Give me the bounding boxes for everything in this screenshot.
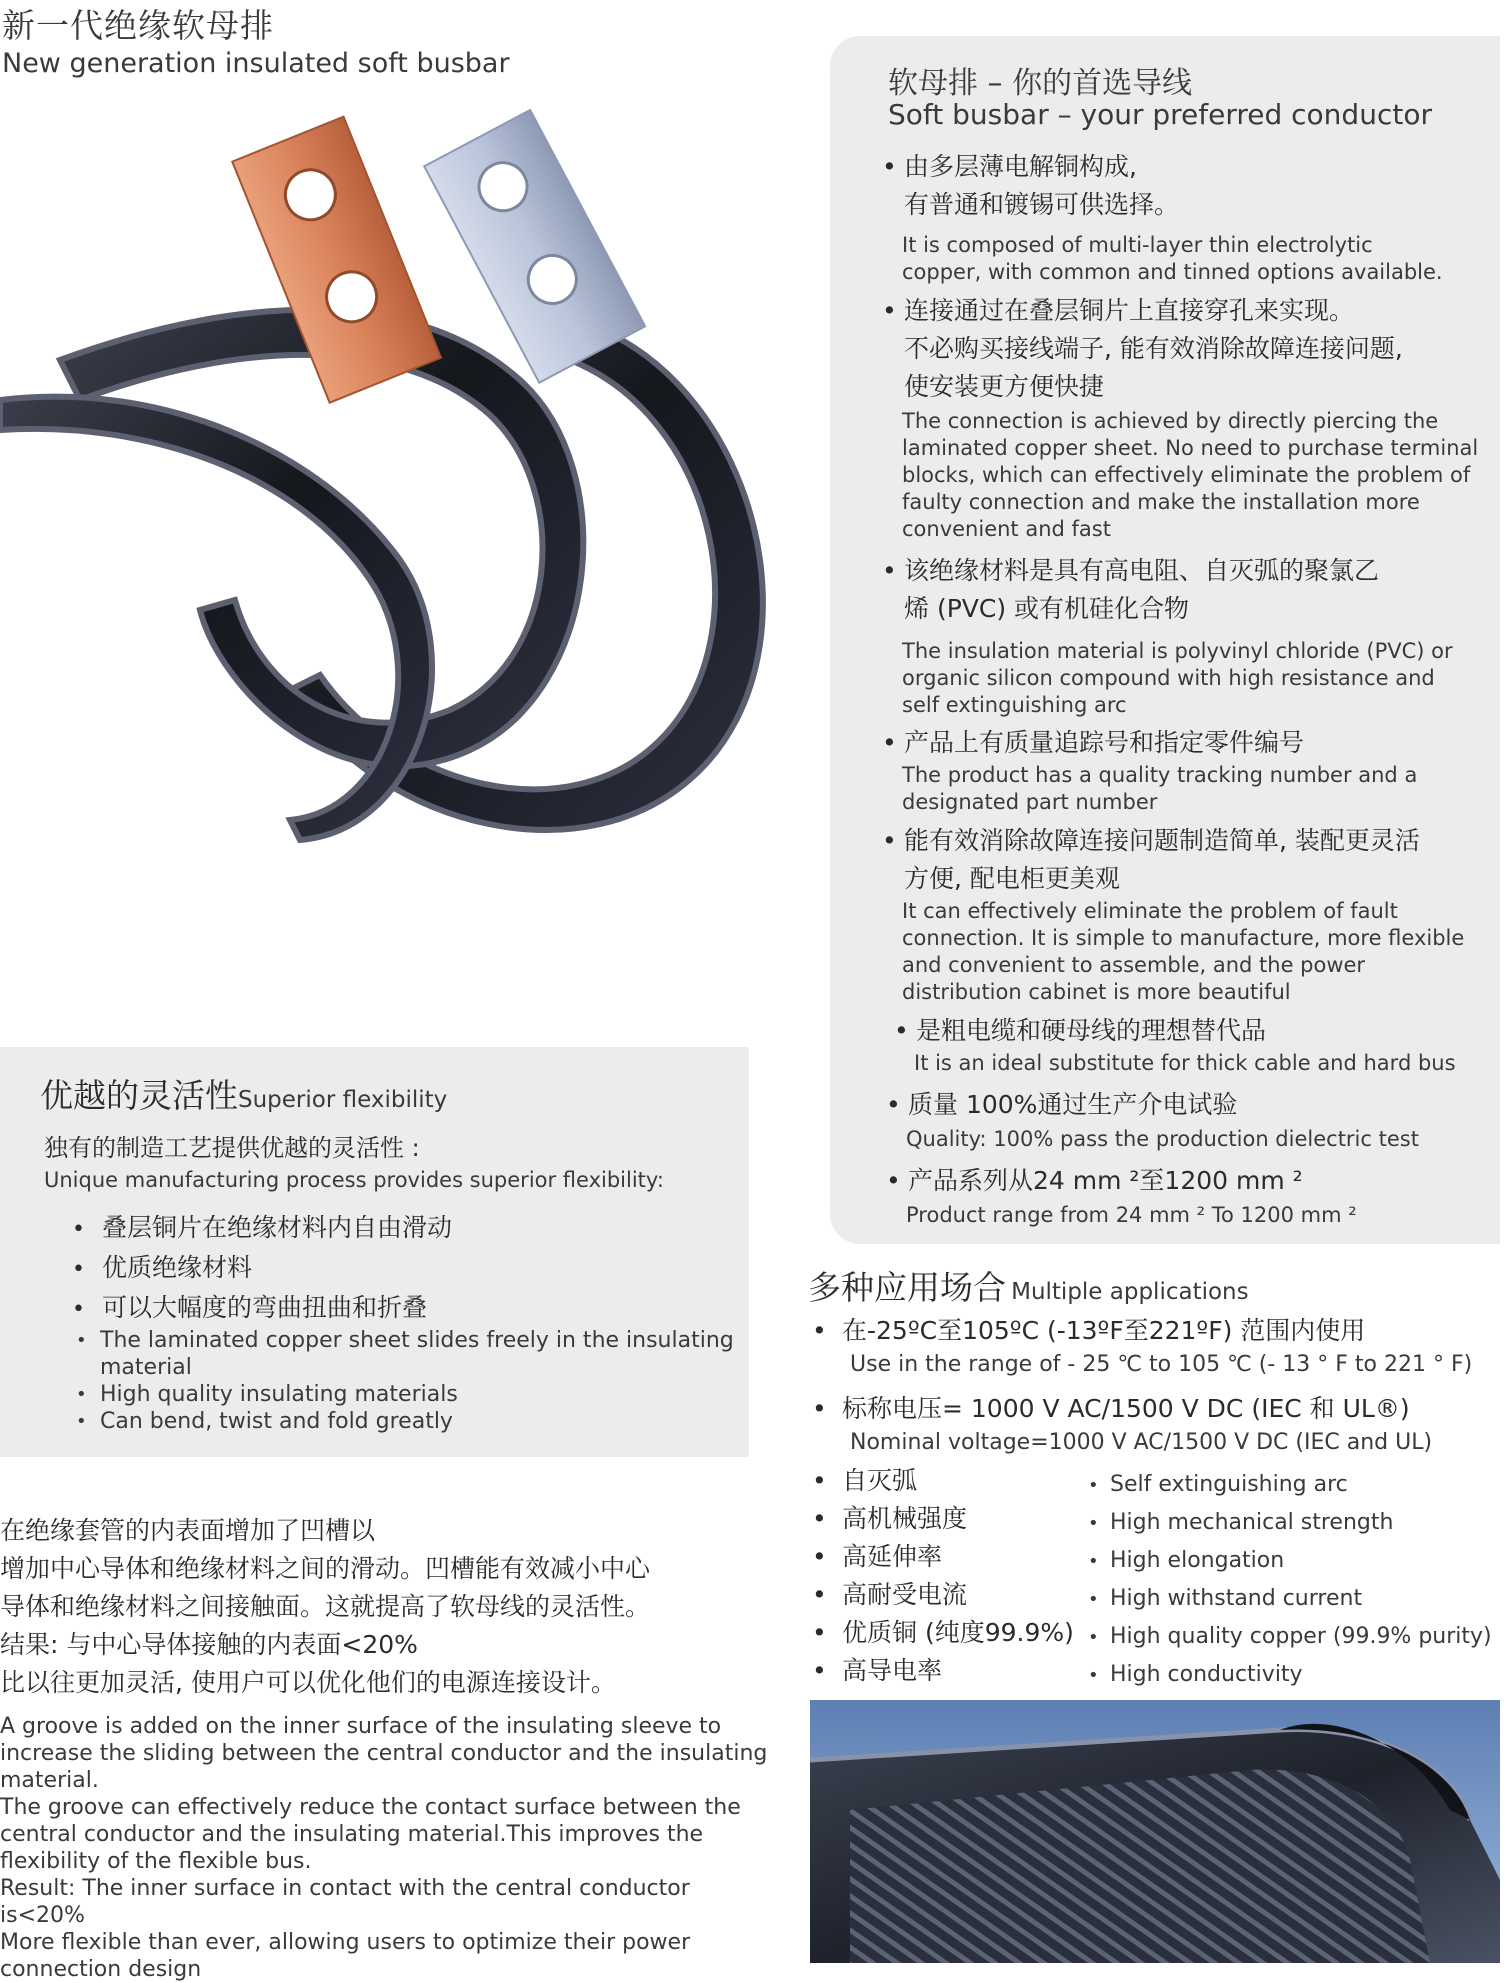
property-en: • Self extinguishing arc: [1088, 1472, 1348, 1497]
property-cn-label: 高机械强度: [842, 1504, 968, 1533]
busbar-illustration: [0, 130, 800, 960]
property-en: • High quality copper (99.9% purity): [1088, 1624, 1492, 1649]
feature-item: • 由多层薄电解铜构成, 有普通和镀锡可供选择。 It is composed of multi-layer thin electrolytic copper, with common and tinned options available.: [882, 148, 1497, 286]
list-item: • 叠层铜片在绝缘材料内自由滑动: [72, 1209, 452, 1249]
feature-cn-line: 产品系列从24 mm ²至1200 mm ²: [908, 1166, 1303, 1195]
features-heading-cn: 软母排 – 你的首选导线: [888, 66, 1193, 101]
property-en-label: High conductivity: [1110, 1662, 1303, 1687]
page-title: 新一代绝缘软母排: [2, 6, 274, 45]
groove-description-cn: [0, 1512, 760, 1702]
feature-item: • 连接通过在叠层铜片上直接穿孔来实现。 不必购买接线端子, 能有效消除故障连接问题, 使安装更方便快捷 The connection is achieved by directly piercing the laminated copper sheet. No need to purchase terminal blocks, which can effectively eliminate the problem of faulty connection and make the installation more convenient and fast: [882, 292, 1497, 543]
feature-cn-line: 质量 100%通过生产介电试验: [908, 1090, 1238, 1119]
feature-en-text: It is composed of multi-layer thin electrolytic copper, with common and tinned options available.: [902, 233, 1443, 284]
feature-en-text: The product has a quality tracking number and a designated part number: [902, 763, 1418, 814]
feature-en-text: It can effectively eliminate the problem of fault connection. It is simple to manufacture, more flexible and convenient to assemble, and the power distribution cabinet is more beautiful: [902, 899, 1465, 1004]
property-cn-label: 高耐受电流: [842, 1580, 968, 1609]
list-item: • Can bend, twist and fold greatly: [76, 1408, 736, 1435]
property-en: • High withstand current: [1088, 1586, 1363, 1611]
feature-cn-line: 产品上有质量追踪号和指定零件编号: [904, 728, 1305, 757]
list-item: • 可以大幅度的弯曲扭曲和折叠: [72, 1289, 452, 1329]
groove-sleeve-illustration: [810, 1700, 1500, 1963]
paragraph-line: 比以往更加灵活, 使用户可以优化他们的电源连接设计。: [0, 1668, 616, 1697]
temperature-range-en: Use in the range of - 25 ℃ to 105 ℃ (- 13 ° F to 221 ° F): [850, 1352, 1473, 1377]
feature-cn-line: 烯 (PVC) 或有机硅化合物: [904, 594, 1190, 623]
feature-en-text: It is an ideal substitute for thick cable and hard bus: [914, 1051, 1456, 1075]
paragraph: A groove is added on the inner surface of the insulating sleeve to increase the sliding between the central conductor and the insulating material.: [0, 1714, 768, 1793]
property-en-label: High mechanical strength: [1110, 1510, 1394, 1535]
property-cn: • 高耐受电流: [812, 1580, 968, 1609]
property-cn-label: 高延伸率: [842, 1542, 943, 1571]
feature-en-text: The insulation material is polyvinyl chloride (PVC) or organic silicon compound with high resistance and self extinguishing arc: [902, 639, 1453, 717]
applications-title-en: Multiple applications: [1011, 1279, 1249, 1305]
feature-cn-line: 由多层薄电解铜构成,: [904, 152, 1137, 181]
feature-cn-line: 方便, 配电柜更美观: [904, 864, 1120, 893]
flexibility-title-en: Superior flexibility: [238, 1087, 448, 1113]
paragraph-line: 增加中心导体和绝缘材料之间的滑动。凹槽能有效减小中心: [0, 1554, 651, 1583]
feature-item: • 产品系列从24 mm ²至1200 mm ² Product range from 24 mm ² To 1200 mm ²: [886, 1162, 1501, 1229]
property-cn-label: 自灭弧: [842, 1466, 918, 1495]
property-cn-label: 优质铜 (纯度99.9%): [842, 1618, 1074, 1647]
property-cn: • 高机械强度: [812, 1504, 968, 1533]
property-en: • High conductivity: [1088, 1662, 1303, 1687]
feature-cn-line: 该绝缘材料是具有高电阻、自灭弧的聚氯乙: [904, 556, 1380, 585]
feature-cn-line: 有普通和镀锡可供选择。: [904, 190, 1180, 219]
flexibility-points-en: [76, 1327, 736, 1435]
feature-item: • 质量 100%通过生产介电试验 Quality: 100% pass the production dielectric test: [886, 1086, 1501, 1153]
feature-en-text: Quality: 100% pass the production dielectric test: [906, 1127, 1419, 1151]
paragraph-line: 结果: 与中心导体接触的内表面<20%: [0, 1630, 418, 1659]
feature-item: • 该绝缘材料是具有高电阻、自灭弧的聚氯乙 烯 (PVC) 或有机硅化合物 The insulation material is polyvinyl chloride (PVC) or organic silicon compound with high resistance and self extinguishing arc: [882, 552, 1497, 719]
paragraph-line: 在绝缘套管的内表面增加了凹槽以: [0, 1516, 376, 1545]
flexibility-intro-en: Unique manufacturing process provides superior flexibility:: [44, 1168, 664, 1192]
page-subtitle: New generation insulated soft busbar: [2, 48, 510, 79]
flexibility-points-cn: [72, 1209, 452, 1329]
flexibility-title-cn: 优越的灵活性: [40, 1076, 238, 1115]
property-cn-label: 高导电率: [842, 1656, 943, 1685]
property-cn: • 高延伸率: [812, 1542, 943, 1571]
feature-item: • 能有效消除故障连接问题制造简单, 装配更灵活 方便, 配电柜更美观 It can effectively eliminate the problem of fault connection. It is simple to manufacture, more flexible and convenient to assemble, and the power distribution cabinet is more beautiful: [882, 822, 1497, 1006]
paragraph: The groove can effectively reduce the contact surface between the central conductor and the insulating material.This improves the flexibility of the flexible bus.: [0, 1795, 741, 1874]
feature-cn-line: 不必购买接线端子, 能有效消除故障连接问题,: [904, 334, 1403, 363]
list-item: • High quality insulating materials: [76, 1381, 736, 1408]
property-en-label: High elongation: [1110, 1548, 1285, 1573]
paragraph: More flexible than ever, allowing users to optimize their power connection design: [0, 1930, 691, 1982]
flexibility-intro-cn: 独有的制造工艺提供优越的灵活性 :: [44, 1134, 420, 1162]
feature-en-text: The connection is achieved by directly piercing the laminated copper sheet. No need to purchase terminal blocks, which can effectively eliminate the problem of faulty connection and make the installation more convenient and fast: [902, 409, 1479, 541]
property-cn: • 优质铜 (纯度99.9%): [812, 1618, 1074, 1647]
property-cn: • 高导电率: [812, 1656, 943, 1685]
voltage-cn: 标称电压= 1000 V AC/1500 V DC (IEC 和 UL®): [842, 1394, 1410, 1423]
property-en: • High elongation: [1088, 1548, 1285, 1573]
features-heading-en: Soft busbar – your preferred conductor: [888, 98, 1432, 131]
feature-item: • 产品上有质量追踪号和指定零件编号 The product has a quality tracking number and a designated part number: [882, 724, 1497, 816]
property-en-label: Self extinguishing arc: [1110, 1472, 1348, 1497]
groove-description-en: [0, 1713, 770, 1983]
paragraph-line: 导体和绝缘材料之间接触面。这就提高了软母线的灵活性。: [0, 1592, 651, 1621]
feature-en-text: Product range from 24 mm ² To 1200 mm ²: [906, 1203, 1357, 1227]
property-cn: • 自灭弧: [812, 1466, 918, 1495]
application-item: • 标称电压= 1000 V AC/1500 V DC (IEC 和 UL®) Nominal voltage=1000 V AC/1500 V DC (IEC and UL): [812, 1390, 1502, 1458]
flexibility-title: [40, 1070, 447, 1117]
property-en-label: High quality copper (99.9% purity): [1110, 1624, 1492, 1649]
feature-cn-line: 使安装更方便快捷: [904, 372, 1105, 401]
application-item: • 在-25ºC至105ºC (-13ºF至221ºF) 范围内使用 Use in the range of - 25 ℃ to 105 ℃ (- 13 ° F to 221 ° F): [812, 1312, 1502, 1380]
paragraph: Result: The inner surface in contact with the central conductor is<20%: [0, 1876, 690, 1928]
applications-title: [808, 1262, 1249, 1309]
property-en-label: High withstand current: [1110, 1586, 1363, 1611]
voltage-en: Nominal voltage=1000 V AC/1500 V DC (IEC and UL): [850, 1430, 1433, 1455]
temperature-range-cn: 在-25ºC至105ºC (-13ºF至221ºF) 范围内使用: [842, 1316, 1366, 1345]
feature-cn-line: 连接通过在叠层铜片上直接穿孔来实现。: [904, 296, 1355, 325]
feature-cn-line: 是粗电缆和硬母线的理想替代品: [916, 1016, 1267, 1045]
property-en: • High mechanical strength: [1088, 1510, 1394, 1535]
feature-item: • 是粗电缆和硬母线的理想替代品 It is an ideal substitute for thick cable and hard bus: [894, 1012, 1509, 1077]
feature-cn-line: 能有效消除故障连接问题制造简单, 装配更灵活: [904, 826, 1420, 855]
list-item: • The laminated copper sheet slides freely in the insulating material: [76, 1327, 736, 1381]
list-item: • 优质绝缘材料: [72, 1249, 452, 1289]
applications-title-cn: 多种应用场合: [808, 1268, 1006, 1307]
